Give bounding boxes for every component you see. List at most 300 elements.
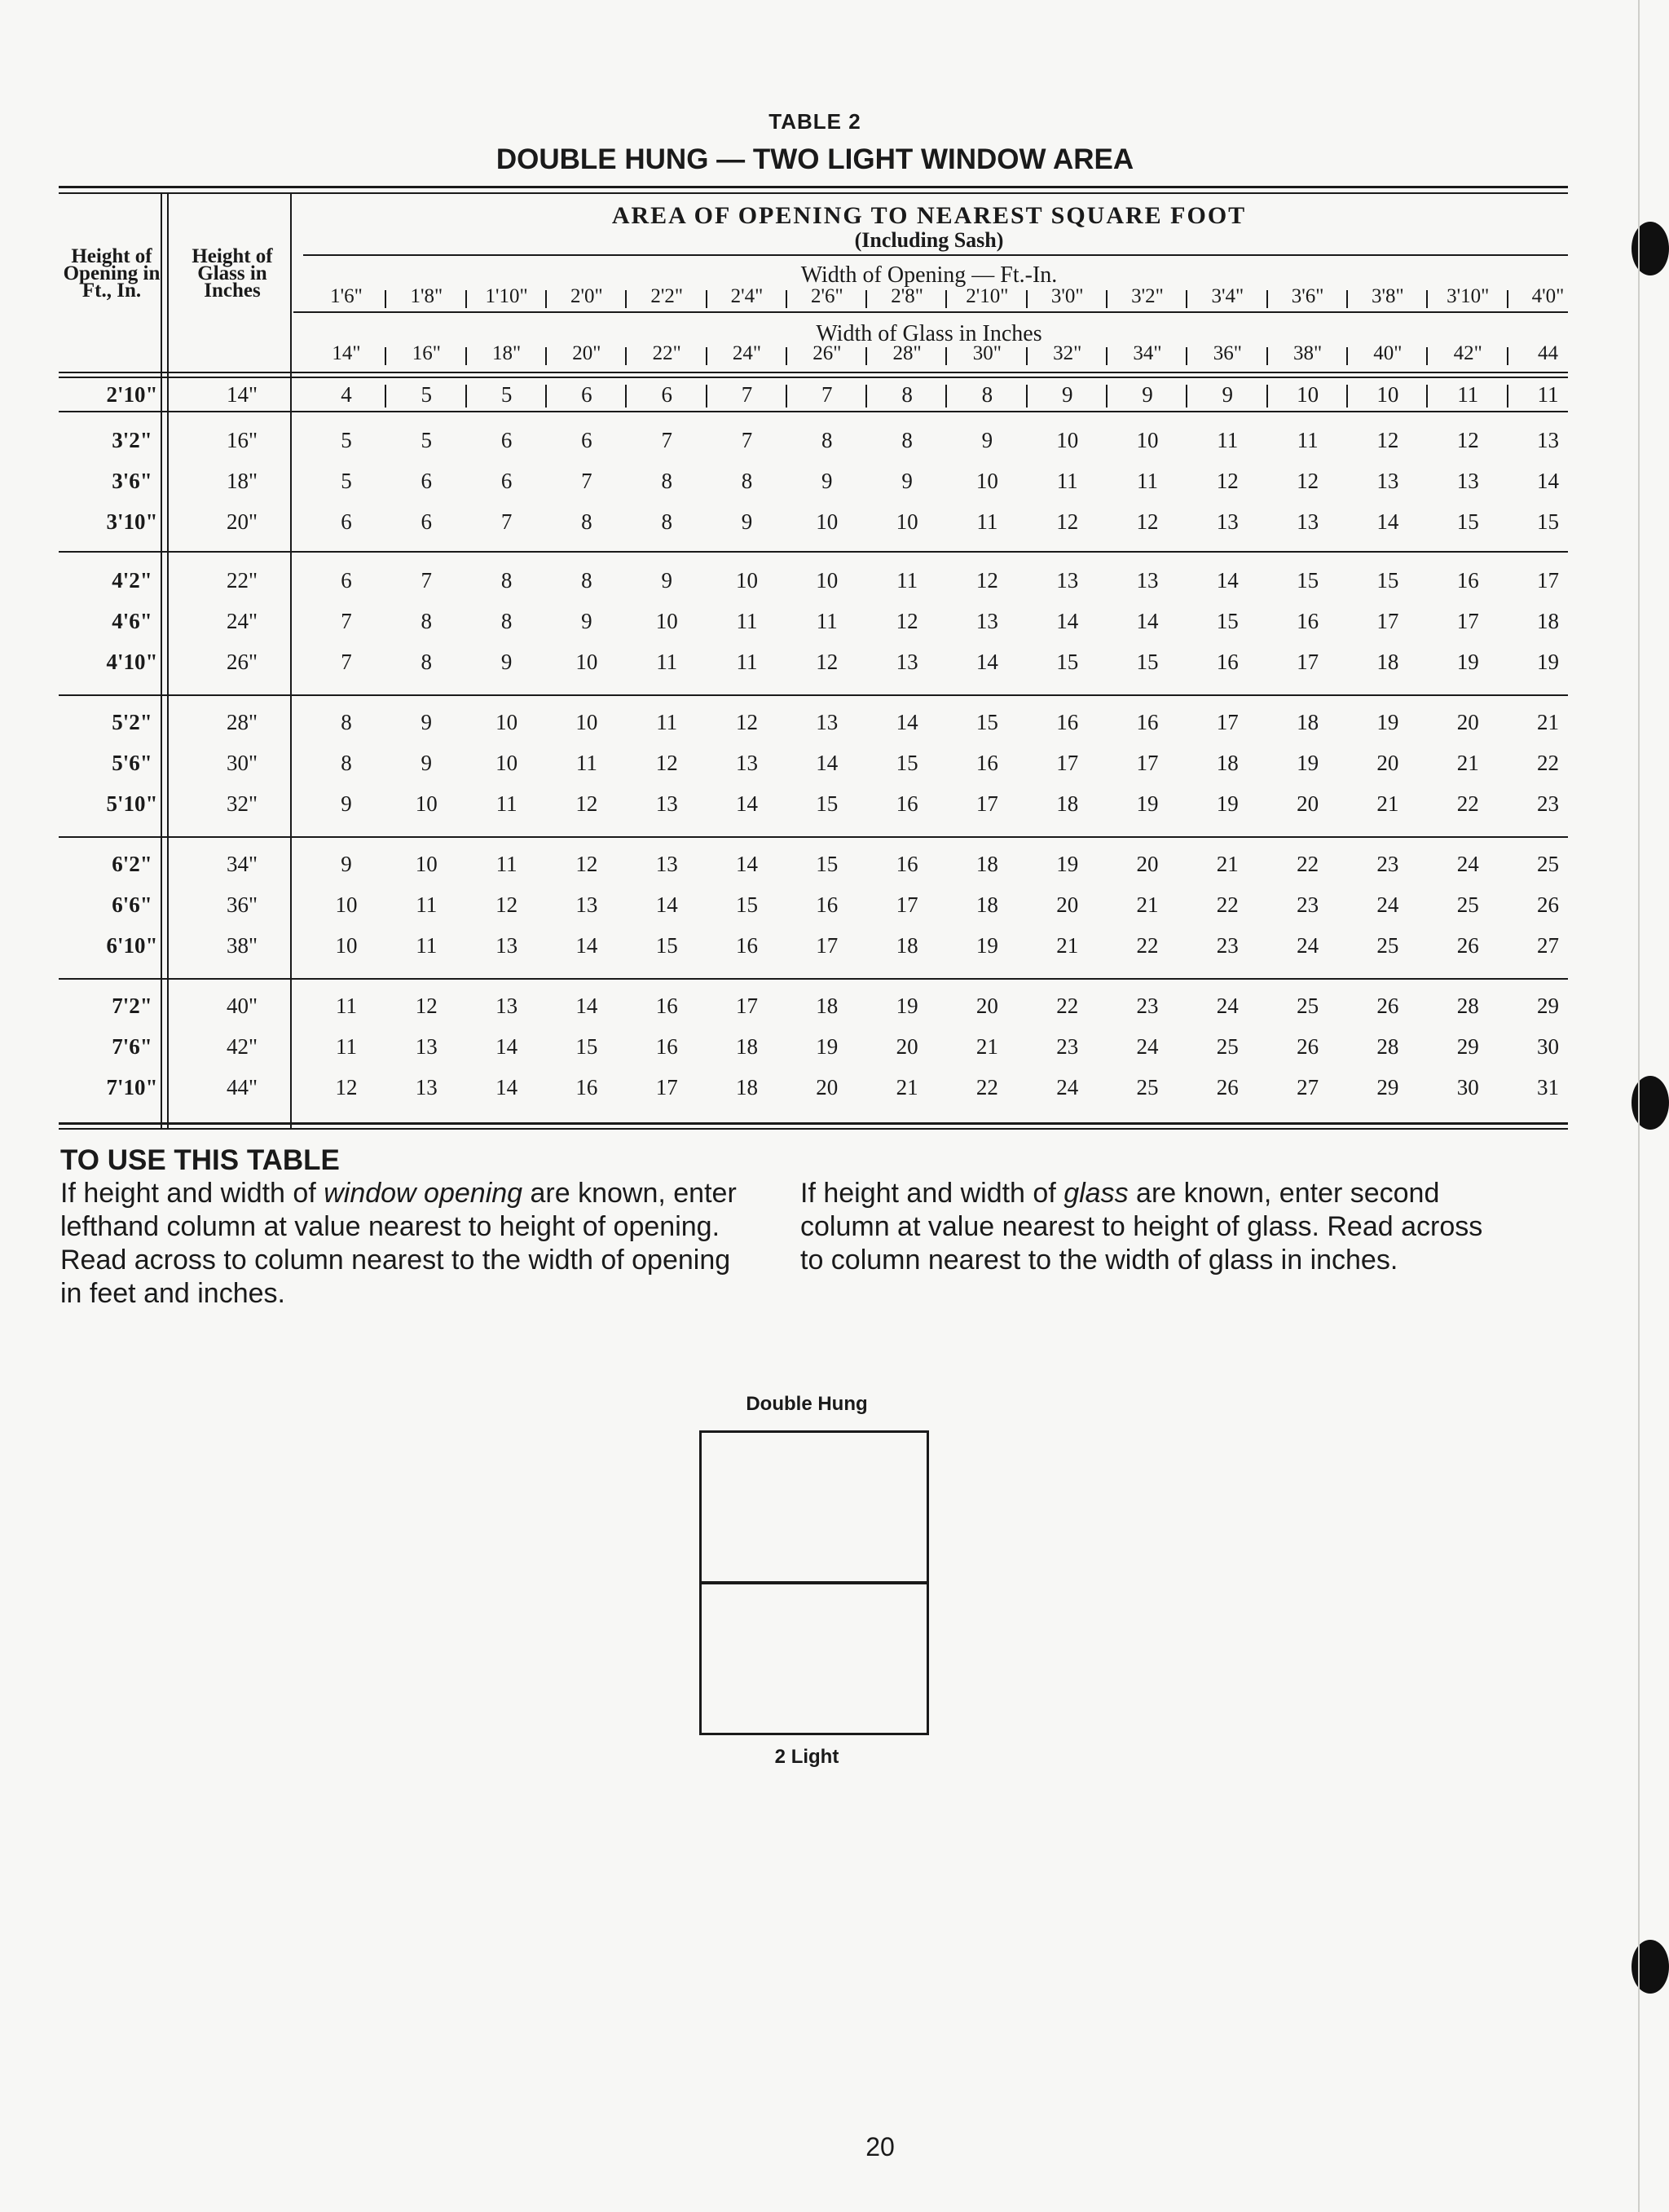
instructions-opening [60,1177,745,1311]
area-value-cell: 9 [901,469,913,493]
area-value-cell: 16 [736,933,758,958]
area-value-cell: 11 [976,509,998,534]
area-value-cell: 11 [816,609,838,633]
table-top-rule [59,186,1568,188]
area-value-cell: 8 [981,382,993,407]
area-value-cell: 14 [736,852,758,876]
area-value-cell: 15 [1297,568,1319,593]
area-value-cell: 17 [1216,710,1239,734]
area-value-cell: 16 [1456,568,1479,593]
area-value-cell: 12 [816,650,839,674]
area-value-cell: 7 [421,568,433,593]
area-value-cell: 27 [1297,1075,1319,1099]
area-value-cell: 7 [581,469,592,493]
area-value-cell: 14 [896,710,918,734]
glass-height-cell: 22" [226,568,258,593]
area-value-cell: 25 [1216,1034,1239,1059]
opening-height-cell: 7'6" [112,1034,152,1059]
opening-width-label-11: 3'4" [1211,285,1244,307]
area-value-cell: 13 [1456,469,1479,493]
area-value-cell: 9 [1061,382,1073,407]
instructions-glass-after: are known, enter second column at value nearest to height of glass. Read across to column nearest to the width of glass in inches. [800,1178,1483,1276]
area-value-cell: 21 [1216,852,1239,876]
instructions-glass [800,1177,1485,1277]
table-title: DOUBLE HUNG — TWO LIGHT WINDOW AREA [495,143,1134,175]
first-row-separator [1026,385,1028,408]
area-value-cell: 30 [1456,1075,1479,1099]
area-value-cell: 12 [975,568,998,593]
area-value-cell: 19 [1537,650,1559,674]
area-value-cell: 8 [500,568,513,593]
area-value-cell: 29 [1537,994,1559,1018]
area-value-cell: 13 [575,892,598,917]
area-value-cell: 8 [500,609,513,633]
area-value-cell: 17 [1456,609,1479,633]
table-row [59,375,1568,414]
area-value-cell: 22 [1297,852,1319,876]
area-value-cell: 10 [575,710,598,734]
opening-width-label-separator [625,290,627,308]
glass-width-label-13: 40" [1373,342,1403,364]
area-value-cell: 5 [341,469,352,493]
opening-width-label-separator [465,290,467,308]
area-value-cell: 13 [816,710,839,734]
opening-width-label-0: 1'6" [330,285,363,307]
area-value-cell: 14 [1376,509,1399,534]
opening-width-label-separator [706,290,707,308]
area-value-cell: 11 [736,650,758,674]
area-value-cell: 15 [736,892,758,917]
area-value-cell: 13 [896,650,918,674]
first-row-separator [1507,385,1508,408]
area-value-cell: 7 [661,428,672,452]
area-value-cell: 19 [975,933,998,958]
first-row-separator [945,385,947,408]
opening-height-cell: 7'2" [112,994,152,1018]
area-value-cell: 13 [975,609,998,633]
opening-width-label-8: 2'10" [966,285,1009,307]
area-value-cell: 17 [896,892,918,917]
area-value-cell: 17 [1297,650,1319,674]
area-value-cell: 12 [1456,428,1479,452]
page-edge [1638,0,1640,2212]
area-value-cell: 12 [1297,469,1319,493]
window-meeting-rail [699,1581,929,1584]
area-value-cell: 23 [1297,892,1319,917]
area-value-cell: 17 [1136,751,1159,775]
area-value-cell: 5 [341,428,352,452]
area-value-cell: 14 [1216,568,1239,593]
opening-height-cell: 3'6" [112,469,152,493]
area-value-cell: 17 [655,1075,678,1099]
area-value-cell: 18 [896,933,918,958]
opening-height-cell: 5'10" [106,791,158,816]
area-value-cell: 10 [816,509,839,534]
area-value-cell: 13 [736,751,758,775]
area-value-cell: 29 [1376,1075,1399,1099]
glass-width-label-4: 22" [652,342,681,364]
glass-height-cell: 32" [226,791,258,816]
area-value-cell: 8 [901,428,913,452]
area-value-cell: 25 [1297,994,1319,1018]
area-value-cell: 10 [495,751,518,775]
area-value-cell: 8 [661,509,672,534]
first-row-separator [706,385,707,408]
instructions-opening-after: are known, enter lefthand column at value nearest to height of opening. Read across to column nearest to the width of opening in feet and inches. [60,1178,737,1309]
row-group-rule [59,694,1568,696]
glass-width-label-separator [625,347,627,365]
area-value-cell: 21 [975,1034,998,1059]
area-value-cell: 22 [1216,892,1239,917]
glass-width-label-separator [385,347,386,365]
area-value-cell: 8 [581,568,592,593]
area-value-cell: 9 [821,469,833,493]
area-value-cell: 9 [341,852,352,876]
glass-height-cell: 42" [226,1034,258,1059]
table-row [59,421,1568,460]
instructions-heading: TO USE THIS TABLE [60,1144,340,1176]
row-header-glass: Height of Glass in Inches [192,245,273,302]
area-value-cell: 11 [1217,428,1239,452]
glass-height-cell: 18" [226,469,258,493]
glass-width-label-1: 16" [412,342,441,364]
area-value-cell: 13 [1297,509,1319,534]
first-row-separator [385,385,386,408]
table-row [59,703,1568,742]
area-value-cell: 6 [341,568,352,593]
page-number: 20 [865,2132,895,2161]
area-value-cell: 10 [335,933,358,958]
row-header-opening: Height of Opening in Ft., In. [63,245,161,302]
area-value-cell: 6 [421,509,433,534]
area-value-cell: 17 [1537,568,1559,593]
area-value-cell: 14 [1136,609,1159,633]
opening-height-cell: 6'2" [112,852,152,876]
area-value-cell: 19 [1297,751,1319,775]
area-value-cell: 6 [341,509,352,534]
first-row-separator [1426,385,1428,408]
area-value-cell: 18 [816,994,839,1018]
area-value-cell: 17 [736,994,758,1018]
area-value-cell: 7 [341,650,352,674]
area-value-cell: 21 [1537,710,1559,734]
area-value-cell: 10 [1376,382,1399,407]
area-value-cell: 14 [975,650,998,674]
glass-width-label-separator [945,347,947,365]
area-value-cell: 18 [1056,791,1079,816]
opening-width-heading: Width of Opening — Ft.-In. [800,262,1058,288]
area-value-cell: 25 [1456,892,1479,917]
instructions-glass-emphasis: glass [1063,1178,1129,1209]
table-row [59,926,1568,965]
area-value-cell: 8 [341,751,352,775]
opening-width-label-2: 1'10" [485,285,528,307]
area-value-cell: 11 [1297,428,1319,452]
area-value-cell: 11 [495,791,517,816]
area-value-cell: 19 [1456,650,1479,674]
glass-height-cell: 38" [226,933,258,958]
instructions-opening-emphasis: window opening [324,1178,523,1209]
area-value-cell: 15 [816,791,839,816]
glass-width-label-separator [1026,347,1028,365]
area-value-cell: 5 [421,382,433,407]
area-value-cell: 7 [821,382,833,407]
area-value-cell: 23 [1136,994,1159,1018]
opening-height-cell: 7'10" [106,1075,158,1099]
glass-width-label-15: 44 [1538,342,1558,364]
area-value-cell: 21 [1456,751,1479,775]
area-value-cell: 8 [421,609,433,633]
area-value-cell: 9 [981,428,993,452]
area-value-cell: 21 [1376,791,1399,816]
table-row [59,461,1568,500]
opening-height-cell: 3'2" [112,428,152,452]
opening-height-cell: 4'6" [112,609,152,633]
area-value-cell: 18 [975,892,998,917]
opening-height-cell: 5'6" [112,751,152,775]
opening-height-cell: 6'6" [112,892,152,917]
area-value-cell: 8 [581,509,592,534]
glass-width-label-10: 34" [1133,342,1162,364]
glass-height-cell: 44" [226,1075,258,1099]
area-value-cell: 11 [656,710,678,734]
area-value-cell: 16 [575,1075,598,1099]
area-value-cell: 13 [1376,469,1399,493]
first-row-separator [1106,385,1108,408]
area-value-cell: 9 [421,751,433,775]
table-row [59,561,1568,600]
area-value-cell: 14 [575,933,598,958]
glass-height-cell: 30" [226,751,258,775]
table-row [59,986,1568,1025]
glass-width-label-11: 36" [1213,342,1242,364]
area-value-cell: 13 [1216,509,1239,534]
glass-width-label-separator [465,347,467,365]
binder-hole-middle [1632,1076,1669,1130]
area-value-cell: 7 [741,382,753,407]
area-value-cell: 18 [1376,650,1399,674]
diagram-caption: 2 Light [774,1746,839,1768]
glass-width-label-separator [1106,347,1108,365]
first-row-separator [865,385,867,408]
area-value-cell: 10 [975,469,998,493]
area-value-cell: 11 [336,994,357,1018]
area-value-cell: 12 [335,1075,358,1099]
glass-width-label-6: 26" [812,342,842,364]
area-value-cell: 12 [575,852,598,876]
opening-width-label-6: 2'6" [810,285,843,307]
area-value-cell: 20 [1456,710,1479,734]
area-value-cell: 31 [1537,1075,1559,1099]
opening-width-label-separator [1026,290,1028,308]
area-value-cell: 25 [1376,933,1399,958]
opening-width-label-separator [1346,290,1348,308]
area-value-cell: 16 [816,892,839,917]
area-value-cell: 10 [495,710,518,734]
glass-width-label-separator [1426,347,1428,365]
glass-width-label-separator [1266,347,1268,365]
area-value-cell: 13 [655,791,678,816]
area-value-cell: 26 [1376,994,1399,1018]
glass-width-label-0: 14" [332,342,361,364]
area-value-cell: 17 [816,933,839,958]
area-value-cell: 6 [661,382,672,407]
table-row [59,784,1568,823]
area-heading: AREA OF OPENING TO NEAREST SQUARE FOOT [611,202,1247,229]
glass-width-heading: Width of Glass in Inches [816,321,1042,346]
area-value-cell: 9 [581,609,592,633]
table-row [59,1027,1568,1066]
area-value-cell: 15 [1456,509,1479,534]
area-value-cell: 5 [500,382,513,407]
area-value-cell: 24 [1297,933,1319,958]
area-value-cell: 16 [896,852,918,876]
area-value-cell: 14 [1537,469,1559,493]
area-value-cell: 13 [1537,428,1559,452]
area-value-cell: 20 [816,1075,839,1099]
area-value-cell: 11 [1137,469,1158,493]
area-value-cell: 16 [975,751,998,775]
area-value-cell: 19 [1376,710,1399,734]
table-bottom-rule [59,1122,1568,1125]
glass-height-cell: 14" [226,382,258,407]
area-value-cell: 9 [661,568,672,593]
area-value-cell: 23 [1056,1034,1079,1059]
binder-hole-bottom [1632,1940,1669,1994]
diagram-title: Double Hung [746,1393,868,1415]
area-value-cell: 14 [655,892,678,917]
table-bottom-rule-inner [59,1128,1568,1130]
area-value-cell: 22 [1136,933,1159,958]
area-value-cell: 27 [1537,933,1559,958]
area-value-cell: 16 [1136,710,1159,734]
table-row [59,642,1568,681]
area-value-cell: 20 [1376,751,1399,775]
opening-width-label-separator [1106,290,1108,308]
area-value-cell: 26 [1297,1034,1319,1059]
area-value-cell: 11 [1457,382,1479,407]
area-value-cell: 10 [1136,428,1159,452]
opening-height-cell: 2'10" [106,382,158,407]
area-value-cell: 11 [736,609,758,633]
glass-height-cell: 16" [226,428,258,452]
area-value-cell: 12 [736,710,758,734]
area-value-cell: 8 [421,650,433,674]
area-value-cell: 20 [896,1034,918,1059]
area-value-cell: 18 [1216,751,1239,775]
glass-height-cell: 24" [226,609,258,633]
area-value-cell: 28 [1376,1034,1399,1059]
area-value-cell: 11 [896,568,918,593]
area-value-cell: 23 [1376,852,1399,876]
glass-width-label-7: 28" [892,342,922,364]
opening-width-label-14: 3'10" [1447,285,1490,307]
area-value-cell: 19 [1216,791,1239,816]
area-value-cell: 15 [1376,568,1399,593]
area-value-cell: 11 [1537,382,1559,407]
row-group-rule [59,978,1568,980]
area-value-cell: 20 [1297,791,1319,816]
area-value-cell: 25 [1537,852,1559,876]
area-value-cell: 14 [816,751,839,775]
area-value-cell: 10 [415,791,438,816]
area-value-cell: 9 [1142,382,1153,407]
opening-height-cell: 3'10" [106,509,158,534]
area-value-cell: 13 [655,852,678,876]
area-value-cell: 13 [495,994,518,1018]
area-value-cell: 12 [415,994,438,1018]
glass-width-label-separator [1186,347,1187,365]
glass-height-cell: 40" [226,994,258,1018]
area-value-cell: 16 [896,791,918,816]
glass-width-label-14: 42" [1453,342,1482,364]
area-value-cell: 26 [1216,1075,1239,1099]
area-value-cell: 17 [1376,609,1399,633]
opening-height-cell: 5'2" [112,710,152,734]
first-row-separator [625,385,627,408]
area-value-cell: 13 [495,933,518,958]
area-value-cell: 20 [975,994,998,1018]
opening-width-rule [293,311,1568,313]
table-row [59,743,1568,782]
area-value-cell: 12 [495,892,518,917]
area-value-cell: 18 [975,852,998,876]
area-value-cell: 15 [896,751,918,775]
opening-width-label-3: 2'0" [570,285,603,307]
area-value-cell: 22 [975,1075,998,1099]
row-group-rule [59,411,1568,412]
area-value-cell: 15 [1056,650,1079,674]
area-value-cell: 21 [896,1075,918,1099]
glass-height-cell: 36" [226,892,258,917]
area-value-cell: 19 [1056,852,1079,876]
glass-width-label-separator [1507,347,1508,365]
area-value-cell: 14 [575,994,598,1018]
area-value-cell: 6 [581,382,592,407]
table-row [59,601,1568,641]
area-value-cell: 8 [741,469,753,493]
area-value-cell: 13 [1056,568,1079,593]
subheading-rule [303,254,1568,256]
area-value-cell: 10 [1056,428,1079,452]
glass-height-cell: 26" [226,650,258,674]
glass-width-label-9: 32" [1053,342,1082,364]
opening-width-label-separator [545,290,547,308]
opening-width-label-separator [1266,290,1268,308]
glass-width-label-12: 38" [1292,342,1323,364]
table-row [59,844,1568,883]
table-top-rule-inner [59,192,1568,194]
area-value-cell: 13 [415,1034,438,1059]
area-value-cell: 8 [821,428,833,452]
glass-height-cell: 20" [226,509,258,534]
first-row-separator [465,385,467,408]
first-row-separator [545,385,547,408]
glass-width-label-5: 24" [732,342,762,364]
area-value-cell: 23 [1537,791,1559,816]
area-value-cell: 24 [1056,1075,1079,1099]
area-value-cell: 15 [816,852,839,876]
area-value-cell: 12 [1056,509,1079,534]
area-value-cell: 8 [341,710,352,734]
opening-width-label-4: 2'2" [650,285,684,307]
area-value-cell: 16 [655,994,678,1018]
area-value-cell: 11 [1056,469,1078,493]
area-value-cell: 16 [1297,609,1319,633]
glass-height-cell: 34" [226,852,258,876]
area-value-cell: 10 [736,568,758,593]
opening-width-label-10: 3'2" [1131,285,1164,307]
